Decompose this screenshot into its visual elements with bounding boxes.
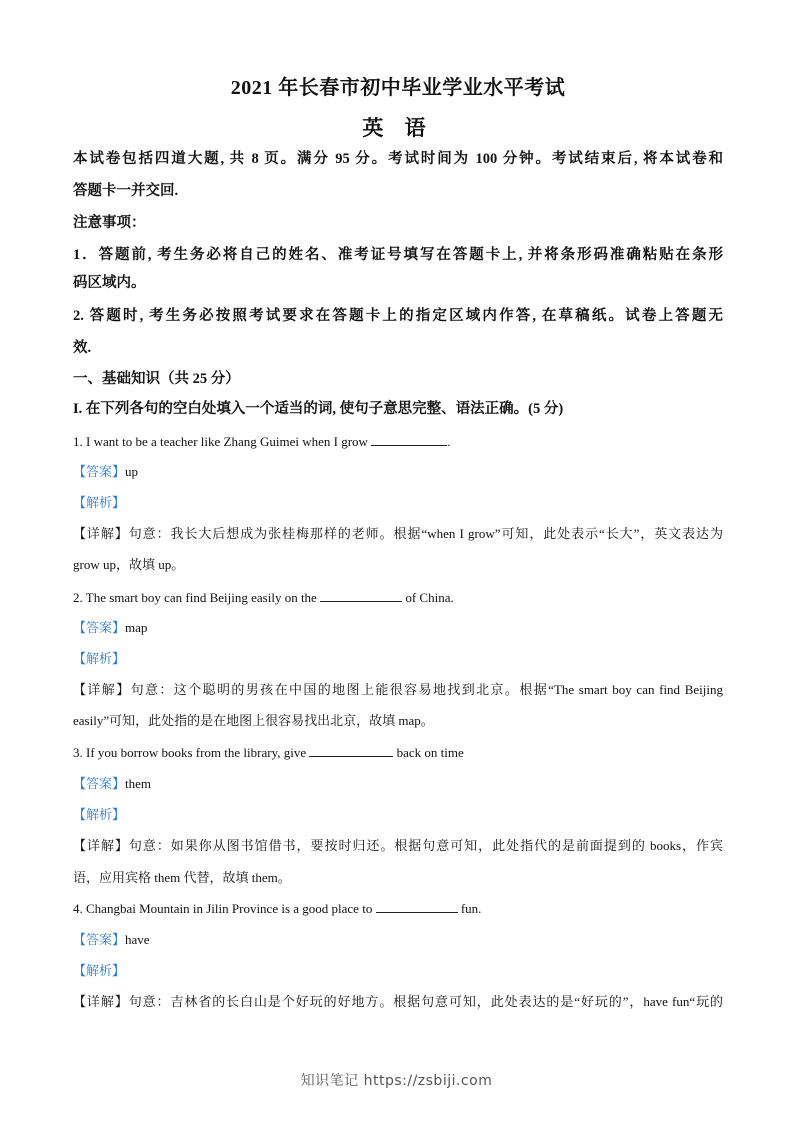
detail-tag: 【详解】: [73, 838, 129, 853]
question-4-detail-line-1: [73, 993, 723, 1011]
answer-tag: 【答案】: [73, 932, 126, 947]
analysis-tag: 【解析】: [73, 963, 126, 978]
question-3-stem: [73, 744, 723, 762]
analysis-tag: 【解析】: [73, 651, 126, 666]
note-2-line-1: 2. 答题时, 考生务必按照考试要求在答题卡上的指定区域内作答, 在草稿纸。试卷上答题无: [73, 308, 723, 324]
question-2-answer-value: map: [125, 620, 148, 635]
question-3-detail-line-1: [73, 837, 723, 855]
exam-title: 2021 年长春市初中毕业学业水平考试: [230, 77, 566, 99]
question-4-answer: [73, 931, 723, 949]
question-1-analysis: [73, 494, 723, 512]
question-4-detail-text: 句意：吉林省的长白山是个好玩的好地方。根据句意可知，此处表达的是“好玩的”，have fun“玩的: [128, 994, 723, 1009]
question-1-detail-line-2: grow up，故填 up。: [73, 557, 185, 572]
answer-tag: 【答案】: [73, 620, 126, 635]
question-4-stem: [73, 900, 723, 918]
question-4-text-before: 4. Changbai Mountain in Jilin Province is a good place to: [73, 901, 376, 916]
question-4-blank: [376, 900, 458, 913]
question-1-answer-value: up: [125, 464, 139, 479]
question-3-text-before: 3. If you borrow books from the library, give: [73, 745, 310, 760]
question-1-detail-line-1: [73, 525, 723, 543]
question-3-analysis: [73, 806, 723, 824]
question-1-answer: [73, 463, 723, 481]
question-2-detail-line-2: easily”可知，此处指的是在地图上很容易找出北京，故填 map。: [73, 713, 434, 728]
question-4-analysis: [73, 962, 723, 980]
notice-title: 注意事项：: [73, 215, 146, 231]
question-2-stem: [73, 589, 723, 607]
question-2-detail-text: 句意：这个聪明的男孩在中国的地图上能很容易地找到北京。根据“The smart boy can find Beijing: [130, 682, 723, 697]
note-1-line-2: 码区域内。: [73, 275, 146, 291]
question-1-text-before: 1. I want to be a teacher like Zhang Guimei when I grow: [73, 434, 372, 449]
question-2-blank: [320, 589, 402, 602]
intro-line-1: 本试卷包括四道大题, 共 8 页。满分 95 分。考试时间为 100 分钟。考试结束后, 将本试卷和: [73, 151, 723, 167]
answer-tag: 【答案】: [73, 776, 126, 791]
question-3-answer: [73, 775, 723, 793]
question-1-text-after: .: [447, 434, 451, 449]
question-3-blank: [309, 744, 393, 757]
note-1-line-1: 1．答题前, 考生务必将自己的姓名、准考证号填写在答题卡上, 并将条形码准确粘贴在条形: [73, 247, 723, 263]
question-1-stem: [73, 433, 723, 451]
detail-tag: 【详解】: [73, 682, 131, 697]
question-2-text-after: of China.: [402, 590, 454, 605]
section-title: 一、基础知识（共 25 分）: [73, 371, 240, 387]
question-2-detail-line-1: [73, 681, 723, 699]
analysis-tag: 【解析】: [73, 807, 126, 822]
question-3-answer-value: them: [125, 776, 152, 791]
question-2-analysis: [73, 650, 723, 668]
question-2-text-before: 2. The smart boy can find Beijing easily on the: [73, 590, 321, 605]
analysis-tag: 【解析】: [73, 495, 126, 510]
question-1-blank: [371, 433, 447, 446]
question-2-answer: [73, 619, 723, 637]
footer-watermark: 知识笔记 https://zsbiji.com: [300, 1073, 493, 1089]
question-3-detail-text: 句意：如果你从图书馆借书，要按时归还。根据句意可知，此处指代的是前面提到的 books，作宾: [128, 838, 723, 853]
detail-tag: 【详解】: [73, 526, 129, 541]
question-3-detail-line-2: 语，应用宾格 them 代替，故填 them。: [73, 870, 291, 885]
answer-tag: 【答案】: [73, 464, 126, 479]
question-4-text-after: fun.: [457, 901, 482, 916]
question-1-detail-text: 句意：我长大后想成为张桂梅那样的老师。根据“when I grow”可知，此处表示“长大”，英文表达为: [128, 526, 723, 541]
intro-line-2: 答题卡一并交回.: [73, 183, 179, 199]
subject-title: 英 语: [362, 116, 434, 140]
part-title: I. 在下列各句的空白处填入一个适当的词, 使句子意思完整、语法正确。(5 分): [73, 401, 564, 417]
question-3-text-after: back on time: [393, 745, 464, 760]
note-2-line-2: 效.: [73, 340, 92, 356]
question-4-answer-value: have: [125, 932, 150, 947]
detail-tag: 【详解】: [73, 994, 129, 1009]
